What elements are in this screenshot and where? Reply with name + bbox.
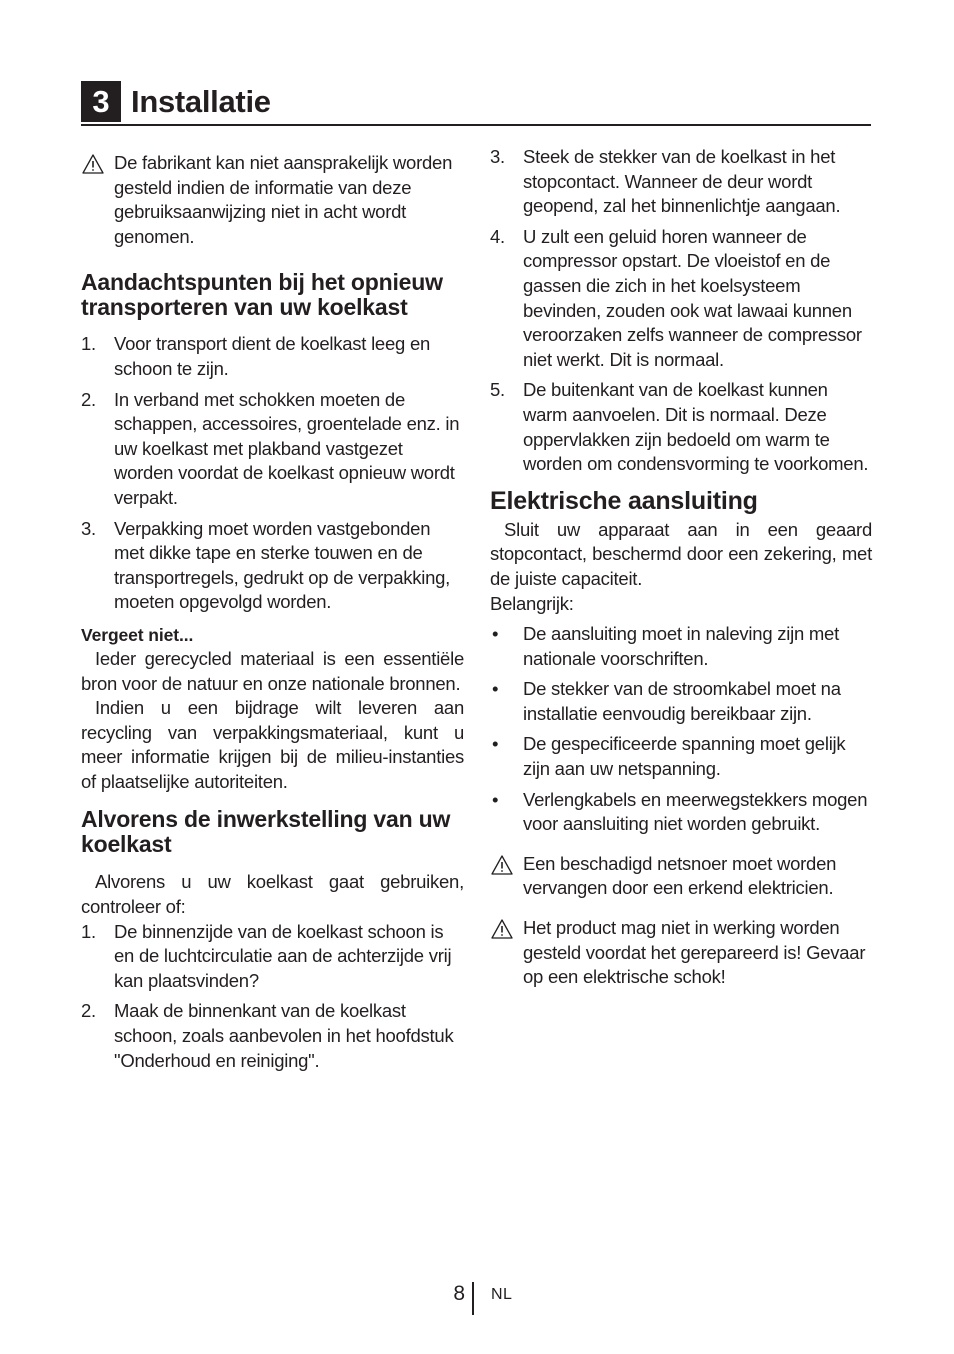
item-number: 3. [81, 517, 96, 539]
bullet-symbol: • [492, 623, 499, 645]
item-text: In verband met schokken moeten de schappen, accessoires, groentelade enz. in uw koelkast met plakband vastgezet worden voordat de koelkast opnieuw wordt verpakt. [114, 388, 460, 508]
chapter-number: 3 [81, 81, 121, 122]
item-text: De binnenzijde van de koelkast schoon is en de luchtcirculatie aan de achterzijde vrij kan plaatsvinden? [114, 920, 452, 991]
forget-heading: Vergeet niet... [81, 624, 194, 645]
section-heading-before-use: Alvorens de inwerkstelling van uw koelkast [81, 806, 451, 858]
item-text: Verpakking moet worden vastgebonden met dikke tape en sterke touwen en de transportregels, gedrukt op de verpakking, moeten opgevolgd worden. [114, 517, 451, 613]
section-heading-transport: Aandachtspunten bij het opnieuw transporteren van uw koelkast [81, 269, 443, 321]
warning-triangle-icon [82, 154, 104, 174]
warning-note [81, 151, 464, 249]
warning-note [490, 852, 872, 901]
before-use-intro: Alvorens u uw koelkast gaat gebruiken, controleer of: [81, 871, 464, 918]
warning-note [490, 916, 872, 990]
bullet-item [490, 788, 872, 837]
list-item [81, 517, 464, 615]
transport-list [81, 332, 464, 615]
list-item [81, 332, 464, 381]
bullet-symbol: • [492, 788, 499, 810]
list-item [81, 920, 464, 994]
item-text: Steek de stekker van de koelkast in het stopcontact. Wanneer de deur wordt geopend, zal het binnenlichtje aangaan. [523, 146, 841, 217]
item-number: 4. [490, 225, 505, 247]
warning-triangle-icon [491, 919, 513, 939]
electric-intro: Sluit uw apparaat aan in een geaard stopcontact, beschermd door een zekering, met de juiste capaciteit. [490, 518, 872, 589]
bullet-text: De aansluiting moet in naleving zijn met nationale voorschriften. [523, 623, 839, 669]
item-text: Maak de binnenkant van de koelkast schoon, zoals aanbevolen in het hoofdstuk "Onderhoud en reiniging". [114, 1000, 454, 1071]
item-text: De buitenkant van de koelkast kunnen warm aanvoelen. Dit is normaal. Deze oppervlakken zijn bedoeld om warm te worden om condensvorming te voorkomen. [523, 379, 869, 475]
before-use-list [81, 920, 464, 1074]
item-number: 2. [81, 1000, 96, 1022]
bullet-item [490, 732, 872, 781]
item-number: 2. [81, 388, 96, 410]
item-number: 5. [490, 379, 505, 401]
forget-paragraph-2: Indien u een bijdrage wilt leveren aan recycling van verpakkingsmateriaal, kunt u meer informatie krijgen bij de milieu-instanties of plaatselijke autoriteiten. [81, 697, 464, 792]
bullet-item [490, 677, 872, 726]
footer-divider [472, 1282, 474, 1315]
section-heading-electric: Elektrische aansluiting [490, 486, 758, 515]
warning-text: De fabrikant kan niet aansprakelijk worden gesteld indien de informatie van deze gebruiksaanwijzing niet in acht wordt genomen. [114, 152, 453, 247]
startup-list [490, 145, 872, 477]
warning-text: Een beschadigd netsnoer moet worden vervangen door een erkend elektricien. [523, 852, 837, 899]
page-number: 8 [453, 1282, 465, 1305]
warning-triangle-icon [491, 855, 513, 875]
item-number: 3. [490, 146, 505, 167]
forget-paragraph-1: Ieder gerecycled materiaal is een essentiële bron voor de natuur en onze nationale bronnen. [81, 647, 464, 694]
item-text: U zult een geluid horen wanneer de compressor opstart. De vloeistof en de gassen die zich in het koelsysteem bevinden, zouden ook wat lawaai kunnen veroorzaken zelfs wanneer de compressor niet werkt. Dit is normaal. [523, 225, 862, 370]
right-column [490, 145, 872, 990]
chapter-title: Installatie [131, 84, 271, 119]
list-item [490, 225, 872, 373]
bullet-symbol: • [492, 733, 499, 755]
bullet-item [490, 622, 872, 671]
bullet-text: Verlengkabels en meerwegstekkers mogen voor aansluiting niet worden gebruikt. [523, 788, 868, 835]
list-item [490, 378, 872, 476]
item-number: 1. [81, 333, 96, 355]
electric-bullets [490, 622, 872, 837]
language-code: NL [491, 1286, 513, 1303]
list-item [490, 145, 872, 219]
list-item [81, 999, 464, 1073]
bullet-symbol: • [492, 678, 499, 700]
bullet-text: De stekker van de stroomkabel moet na installatie eenvoudig bereikbaar zijn. [523, 678, 841, 724]
item-number: 1. [81, 920, 96, 942]
warning-text: Het product mag niet in werking worden gesteld voordat het gerepareerd is! Gevaar op een elektrische schok! [523, 917, 866, 988]
bullet-text: De gespecificeerde spanning moet gelijk zijn aan uw netspanning. [523, 733, 846, 780]
chapter-header [81, 81, 871, 126]
left-column [81, 145, 464, 1073]
important-label: Belangrijk: [490, 592, 574, 614]
item-text: Voor transport dient de koelkast leeg en schoon te zijn. [114, 333, 431, 379]
list-item [81, 388, 464, 511]
